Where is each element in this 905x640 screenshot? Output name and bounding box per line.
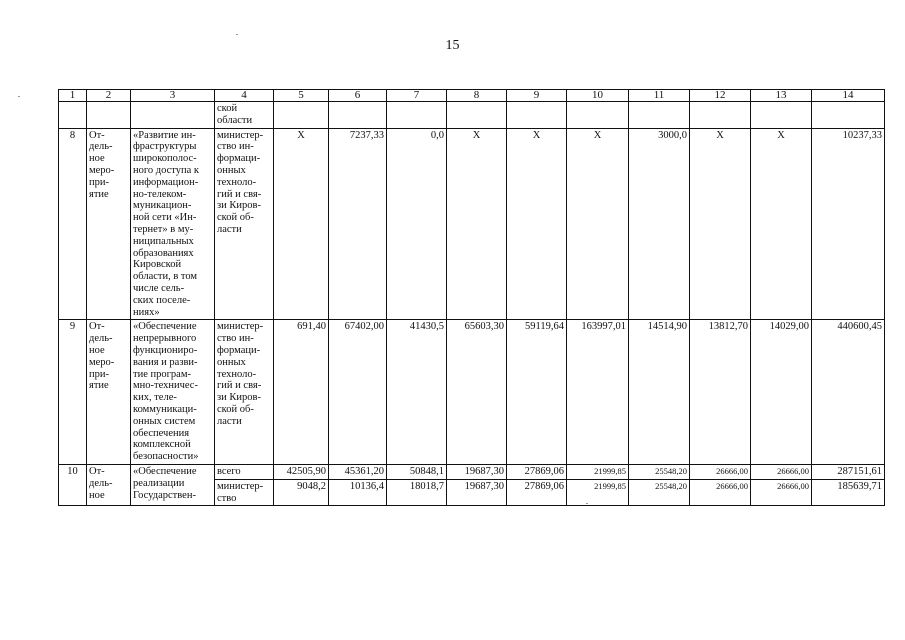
row-number: 8 [59,128,87,320]
table-row [59,320,885,465]
column-number: 3 [131,90,215,102]
value-cell: 0,0 [387,128,447,320]
value-cell: 10237,33 [812,128,885,320]
executor-cell: министер- ство ин- формаци- онных техноло- гий и свя- зи Киров- ской об- ласти [215,128,274,320]
measure-name: «Обеспечение непрерывного функциониро- вания и разви- тие програм- мно-техничес- ких, теле- коммуникаци- онных систем обеспечения комплексной безопасности» [131,320,215,465]
budget-table [58,89,885,506]
continuation-row [59,102,885,129]
column-number: 2 [87,90,131,102]
column-number: 11 [629,90,690,102]
executor-cell: всего [215,464,274,479]
column-number: 13 [751,90,812,102]
value-cell: X [690,128,751,320]
value-cell: 42505,90 [274,464,329,479]
value-cell: 26666,00 [690,479,751,506]
value-cell: 19687,30 [447,464,507,479]
scan-speck [18,96,20,97]
value-cell: 185639,71 [812,479,885,506]
value-cell: 21999,85 [567,479,629,506]
value-cell: 3000,0 [629,128,690,320]
value-cell: 59119,64 [507,320,567,465]
value-cell: 41430,5 [387,320,447,465]
column-number: 6 [329,90,387,102]
value-cell: 163997,01 [567,320,629,465]
executor-cell: министер- ство ин- формаци- онных техноло- гий и свя- зи Киров- ской об- ласти [215,320,274,465]
column-number: 1 [59,90,87,102]
value-cell: 27869,06 [507,464,567,479]
value-cell: 287151,61 [812,464,885,479]
value-cell: 13812,70 [690,320,751,465]
measure-type: От- дель- ное меро- при- ятие [87,320,131,465]
value-cell: 50848,1 [387,464,447,479]
executor-cell: ской области [215,102,274,129]
value-cell: 691,40 [274,320,329,465]
value-cell: 10136,4 [329,479,387,506]
column-number: 4 [215,90,274,102]
value-cell: 45361,20 [329,464,387,479]
value-cell: X [507,128,567,320]
column-number: 12 [690,90,751,102]
measure-type: От- дель- ное меро- при- ятие [87,128,131,320]
value-cell: X [567,128,629,320]
value-cell: 67402,00 [329,320,387,465]
column-number: 10 [567,90,629,102]
scan-speck [586,503,588,504]
value-cell: 9048,2 [274,479,329,506]
column-number: 7 [387,90,447,102]
column-number: 14 [812,90,885,102]
executor-cell: министер- ство [215,479,274,506]
value-cell: 14029,00 [751,320,812,465]
value-cell: 65603,30 [447,320,507,465]
value-cell: 25548,20 [629,464,690,479]
measure-name: «Развитие ин- фраструктуры широкополос- ного доступа к информацион- но-телеком- муникацион- ной сети «Ин- тернет» в му- ниципальных образованиях Кировской области, в том числе сель- ских поселе- ниях» [131,128,215,320]
column-number: 8 [447,90,507,102]
column-number: 5 [274,90,329,102]
value-cell: 7237,33 [329,128,387,320]
value-cell: X [274,128,329,320]
column-number: 9 [507,90,567,102]
column-number-row [59,90,885,102]
measure-name: «Обеспечение реализации Государствен- [131,464,215,505]
table-row [59,464,885,479]
value-cell: 440600,45 [812,320,885,465]
value-cell: 18018,7 [387,479,447,506]
scan-speck [236,34,238,35]
value-cell: X [751,128,812,320]
value-cell: 14514,90 [629,320,690,465]
value-cell: 26666,00 [751,479,812,506]
measure-type: От- дель- ное [87,464,131,505]
value-cell: 25548,20 [629,479,690,506]
page-number: 15 [445,38,460,53]
row-number: 9 [59,320,87,465]
value-cell: 26666,00 [690,464,751,479]
value-cell: 19687,30 [447,479,507,506]
row-number: 10 [59,464,87,505]
value-cell: 26666,00 [751,464,812,479]
table-row [59,128,885,320]
value-cell: 21999,85 [567,464,629,479]
value-cell: X [447,128,507,320]
value-cell: 27869,06 [507,479,567,506]
